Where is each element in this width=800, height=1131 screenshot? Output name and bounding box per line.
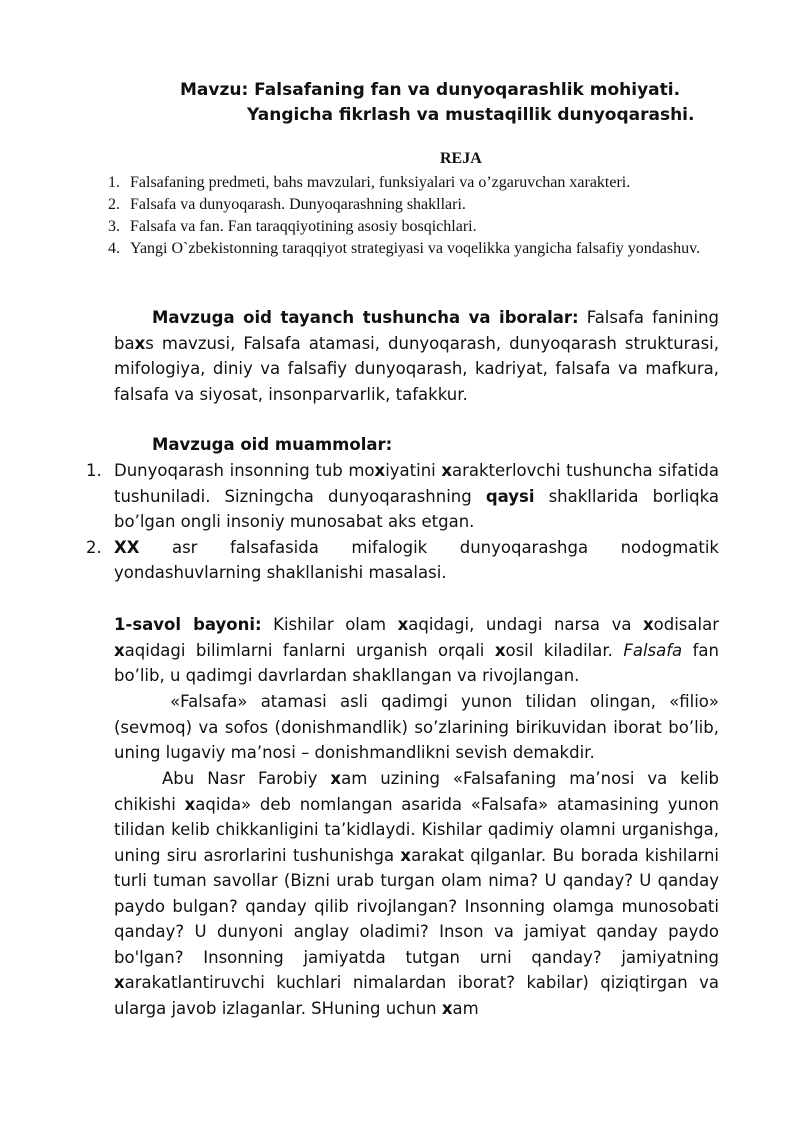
plan-list: [108, 172, 744, 260]
plan-heading: REJA: [440, 150, 482, 167]
concepts-paragraph: Mavzuga oid tayanch tushuncha va iboralar: Falsafa fanining baxs mavzusi, Falsafa atamasi, dunyoqarash, dunyoqarash strukturasi, mifologiya, diniy va falsafiy dunyoqarash, kadriyat, falsafa va mafkura, falsafa va siyosat, insonparvarlik, tafakkur.: [114, 308, 719, 404]
page-title: [0, 78, 800, 128]
list-item: 3. Falsafa va fan. Fan taraqqiyotining asosiy bosqichlari.: [108, 218, 477, 235]
problems-heading: Mavzuga oid muammolar:: [152, 435, 393, 454]
title-line-2: Yangicha fikrlash va mustaqillik dunyoqarashi.: [247, 105, 695, 125]
list-item: 4. Yangi O`zbekistonning taraqqiyot strategiyasi va voqelikka yangicha falsafiy yondashuv.: [108, 240, 701, 257]
answer-paragraph-3: Abu Nasr Farobiy xam uzining «Falsafaning ma’nosi va kelib chikishi xaqida» deb nomlangan asarida «Falsafa» atamasining yunon tilidan kelib chikkanligini ta’kidlaydi. Kishilar qadimiy olamni urganishga, uning siru asrorlarini tushunishga xarakat qilganlar. Bu borada kishilarni turli tuman savollar (Bizni urab turgan olam nima? U qanday? U qanday paydo bulgan? qanday qilib rivojlangan? Insonning olamga munosobati qanday? U dunyoni anglay oladimi? Inson va jamiyat qanday paydo bo'lgan? Insonning jamiyatda tutgan urni qanday? jamiyatning xarakatlantiruvchi kuchlari nimalardan iborat? kabilar) qiziqtirgan va ularga javob izlaganlar. SHuning uchun xam: [114, 769, 720, 1018]
concepts-label: Mavzuga oid tayanch tushuncha va iboralar:: [152, 308, 579, 327]
answer-label: 1-savol bayoni:: [114, 615, 262, 634]
answer-paragraph-1: 1-savol bayoni: Kishilar olam xaqidagi, undagi narsa va xodisalar xaqidagi bilimlarni fanlarni urganish orqali xosil kiladilar. Falsafa fan bo’lib, u qadimgi davrlardan shakllangan va rivojlangan.: [114, 615, 719, 685]
list-item: 1. Falsafaning predmeti, bahs mavzulari, funksiyalari va o’zgaruvchan xarakteri.: [108, 174, 631, 191]
answer-paragraph-2: «Falsafa» atamasi asli qadimgi yunon tilidan olingan, «filio» (sevmoq) va sofos (donishmandlik) so’zlarining birikuvidan iborat bo’lib, uning lugaviy ma’nosi – donishmandlikni sevish demakdir.: [114, 692, 719, 762]
problems-list: [86, 458, 719, 586]
list-item: 2. Falsafa va dunyoqarash. Dunyoqarashning shakllari.: [108, 196, 466, 213]
list-item: 1. Dunyoqarash insonning tub moxiyatini xarakterlovchi tushuncha sifatida tushuniladi. Sizningcha dunyoqarashning qaysi shakllarida borliqka bo’lgan ongli insoniy munosabat aks etgan.: [86, 461, 719, 531]
title-line-1: Mavzu: Falsafaning fan va dunyoqarashlik mohiyati.: [180, 80, 681, 100]
list-item: 2. XX asr falsafasida mifalogik dunyoqarashga nodogmatik yondashuvlarning shakllanishi masalasi.: [86, 537, 719, 582]
